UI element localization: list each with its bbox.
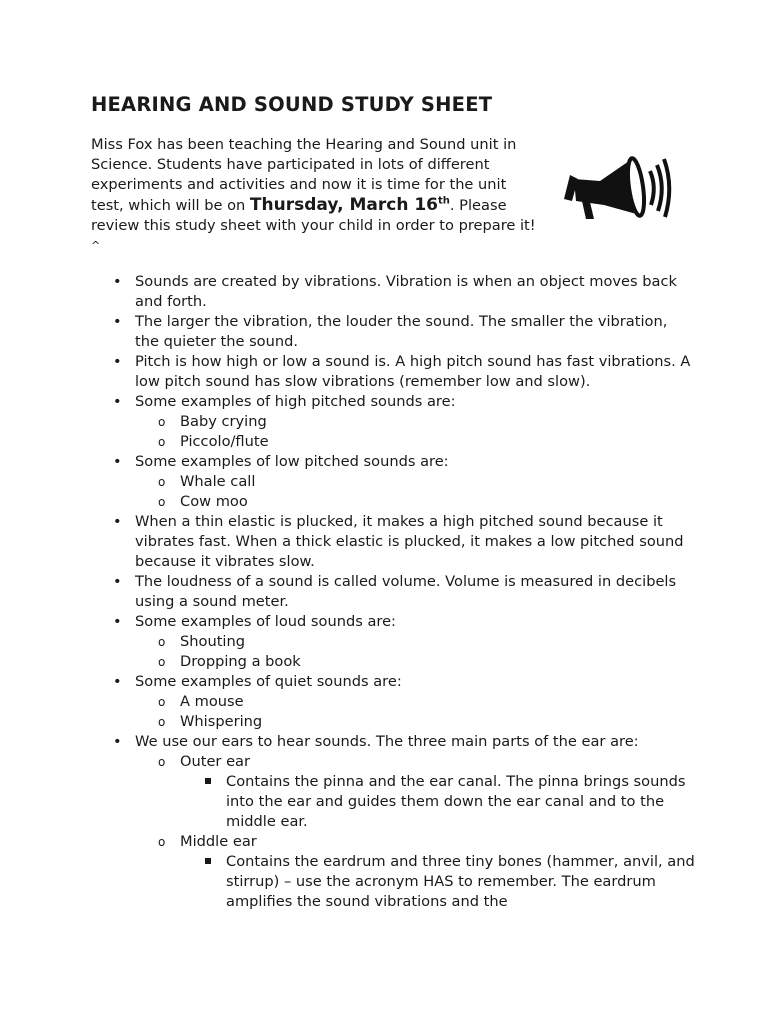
sub-list-item: o Dropping a book [180,652,695,672]
intro-text-end: . Please review this study sheet with your child in order to prepare it! [91,197,536,234]
study-points-list [135,272,695,912]
caret-mark: ^ [91,239,101,252]
intro-text-start: Miss Fox has been teaching the Hearing and Sound unit in Science. Students have participated in lots of different experiments and activities and now it is time for the unit test, which will be on [91,136,517,214]
list-item: • Some examples of quiet sounds are: o A mouse o Whispering [135,672,695,732]
list-item: • Some examples of low pitched sounds are: o Whale call o Cow moo [135,452,695,512]
megaphone-icon [560,155,672,235]
list-item: • The larger the vibration, the louder the sound. The smaller the vibration, the quieter the sound. [135,312,695,352]
test-date: Thursday, March 16th [249,195,450,215]
list-item: • Sounds are created by vibrations. Vibration is when an object moves back and forth. [135,272,695,312]
page-title: HEARING AND SOUND STUDY SHEET [91,93,493,116]
list-item: • Pitch is how high or low a sound is. A high pitch sound has fast vibrations. A low pitch sound has slow vibrations (remember low and slow). [135,352,695,392]
list-item: • We use our ears to hear sounds. The three main parts of the ear are: o Outer ear Contains the pinna and the ear canal. The pinna brings sounds into the ear and guides them down the ear canal and to the middle ear. o Middle ear Contains the eardrum and three tiny bones (hammer, anvil, and stirrup) – use the acronym HAS to remember. The eardrum amplifies the sound vibrations and the [135,732,695,912]
ear-part-detail: Contains the eardrum and three tiny bones (hammer, anvil, and stirrup) – use the acronym HAS to remember. The eardrum amplifies the sound vibrations and the [226,853,695,910]
sub-list-item: o Shouting [180,632,695,652]
sub-list-item: o Baby crying [180,412,695,432]
list-item: • Some examples of loud sounds are: o Shouting o Dropping a book [135,612,695,672]
sub-list-item: o Whale call [180,472,695,492]
sub-list-item: o A mouse [180,692,695,712]
sub-list-item: o Whispering [180,712,695,732]
intro-paragraph [91,135,536,256]
sub-list-item-middle-ear: o Middle ear Contains the eardrum and three tiny bones (hammer, anvil, and stirrup) – use the acronym HAS to remember. The eardrum amplifies the sound vibrations and the [180,832,695,912]
list-item: • When a thin elastic is plucked, it makes a high pitched sound because it vibrates fast. When a thick elastic is plucked, it makes a low pitched sound because it vibrates slow. [135,512,695,572]
ear-part-detail: Contains the pinna and the ear canal. The pinna brings sounds into the ear and guides them down the ear canal and to the middle ear. [226,772,695,832]
date-ordinal-suffix: th [438,195,450,207]
list-item: • Some examples of high pitched sounds are: o Baby crying o Piccolo/flute [135,392,695,452]
sub-list-item: o Cow moo [180,492,695,512]
sub-list-item: o Piccolo/flute [180,432,695,452]
list-item: • The loudness of a sound is called volume. Volume is measured in decibels using a sound meter. [135,572,695,612]
sub-list-item-outer-ear: o Outer ear Contains the pinna and the ear canal. The pinna brings sounds into the ear and guides them down the ear canal and to the middle ear. [180,752,695,832]
